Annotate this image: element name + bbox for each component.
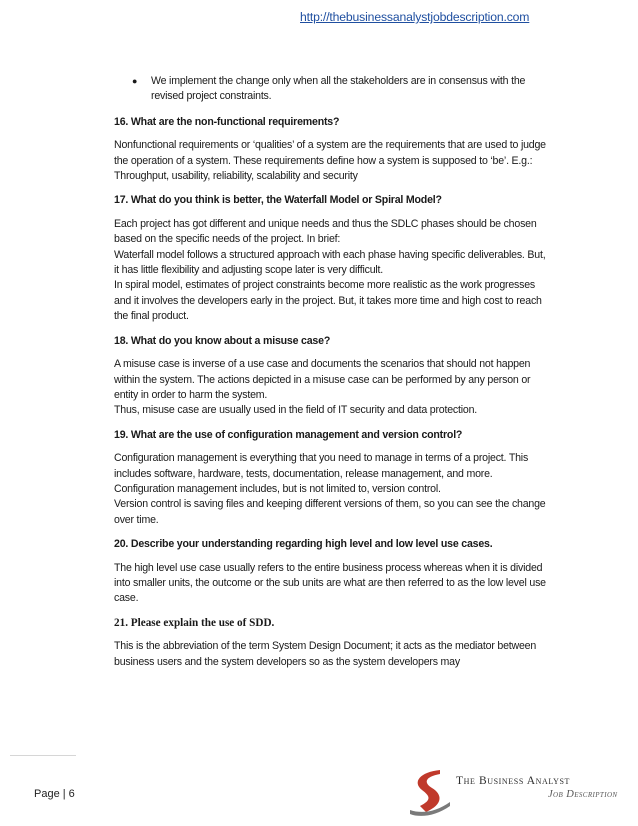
- brand-logo: [406, 766, 634, 818]
- document-body: [114, 74, 546, 679]
- section-paragraph: Configuration management includes, but is not limited to, version control.: [114, 482, 441, 495]
- page-number: Page | 6: [34, 788, 75, 800]
- section-21: [114, 616, 546, 670]
- bullet-dot-icon: ●: [132, 76, 138, 86]
- bullet-text: We implement the change only when all the stakeholders are in consensus with the revised project constraints.: [151, 75, 526, 103]
- section-paragraph: This is the abbreviation of the term System Design Document; it acts as the mediator between business users and the system developers so as the system developers may: [114, 640, 537, 668]
- section-paragraph: A misuse case is inverse of a use case and documents the scenarios that should not happen within the system. The actions depicted in a misuse case can be performed by any person or entity in order to harm the system.: [114, 358, 531, 401]
- section-16: [114, 115, 546, 185]
- section-paragraph: Configuration management is everything that you need to manage in terms of a project. This includes software, hardware, tests, documentation, release management, and more.: [114, 452, 529, 480]
- section-heading: 18. What do you know about a misuse case?: [114, 334, 331, 347]
- logo-subtitle: Job Description: [548, 789, 618, 800]
- section-heading: 19. What are the use of configuration management and version control?: [114, 428, 463, 441]
- section-paragraph: Thus, misuse case are usually used in the field of IT security and data protection.: [114, 404, 478, 417]
- section-heading: 21. Please explain the use of SDD.: [114, 616, 275, 629]
- section-paragraph: The high level use case usually refers to the entire business process whereas when it is divided into smaller units, the outcome or the sub units are what are then referred to as the low level use case.: [114, 561, 546, 605]
- section-paragraph: Waterfall model follows a structured approach with each phase having specific deliverables. But, it has little flexibility and adjusting scope later is very difficult.: [114, 248, 546, 277]
- logo-title: The Business Analyst: [456, 775, 570, 787]
- section-heading: 17. What do you think is better, the Waterfall Model or Spiral Model?: [114, 194, 442, 207]
- section-paragraph: Version control is saving files and keeping different versions of them, so you can see the change over time.: [114, 498, 546, 526]
- section-18: [114, 334, 546, 419]
- section-19: [114, 428, 546, 528]
- section-20: [114, 537, 546, 607]
- section-paragraph: Each project has got different and unique needs and thus the SDLC phases should be chosen based on the specific needs of the project. In brief:: [114, 217, 537, 246]
- bullet-list-item: [114, 74, 546, 105]
- header-url-link[interactable]: http://thebusinessanalystjobdescription.com: [300, 10, 530, 24]
- logo-s-swoosh-icon: [406, 766, 454, 818]
- section-paragraph: Nonfunctional requirements or ‘qualities’ of a system are the requirements that are used to judge the operation of a system. These requirements define how a system is supposed to ‘be’. E.g.: Throughput, usability, reliability, scalability and security: [114, 139, 546, 183]
- section-heading: 20. Describe your understanding regarding high level and low level use cases.: [114, 538, 493, 551]
- section-heading: 16. What are the non-functional requirements?: [114, 115, 340, 128]
- section-17: [114, 193, 546, 324]
- footer-divider: [10, 755, 76, 756]
- section-paragraph: In spiral model, estimates of project constraints become more realistic as the work progresses and it involves the developers early in the project. But, it takes more time and high cost to reach the final product.: [114, 279, 542, 323]
